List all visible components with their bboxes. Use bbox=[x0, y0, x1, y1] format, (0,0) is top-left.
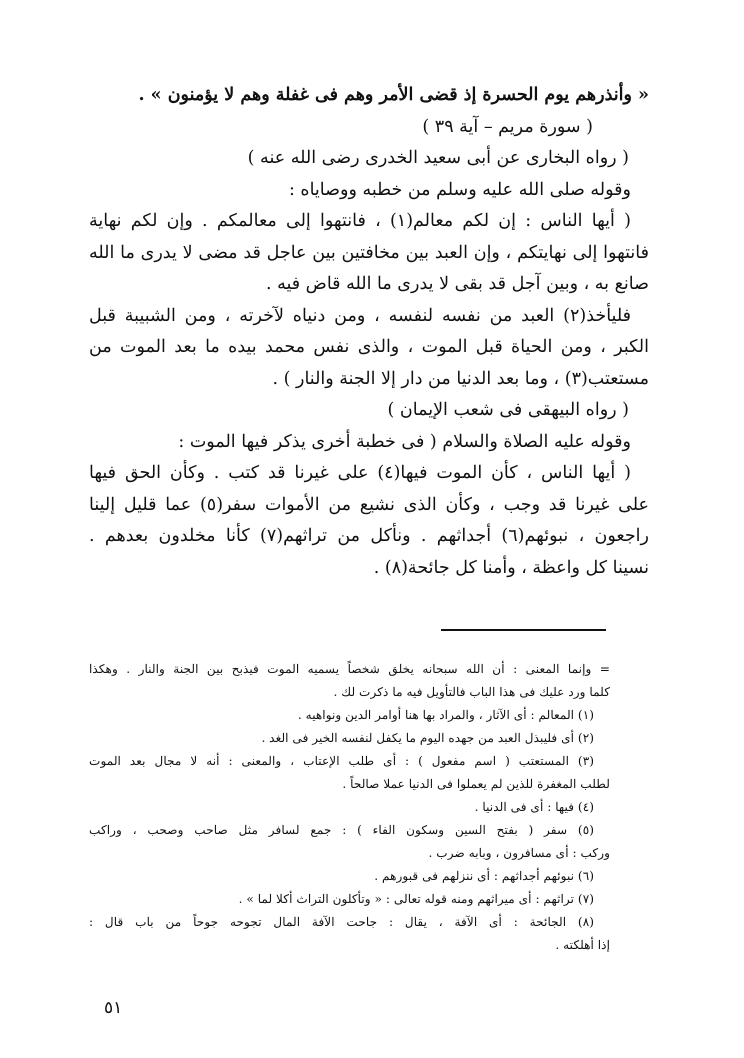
text-line: ( أيها الناس : إن لكم معالم(١) ، فانتهوا إلى معالمكم . وإن لكم نهاية bbox=[89, 211, 631, 231]
footnote-line: (٣) المستعتب ( اسم مفعول ) : أى طلب الإعتاب ، والمعنى : أنه لا مجال بعد الموت bbox=[89, 754, 594, 768]
footnote-line: كلما ورد عليك فى هذا الباب فالتأويل فيه ما ذكرت لك . bbox=[333, 685, 610, 699]
text-line: ( أيها الناس ، كأن الموت فيها(٤) على غيرنا قد كتب . وكأن الحق فيها bbox=[89, 463, 631, 483]
footnote-line: إذا أهلكته . bbox=[555, 938, 610, 952]
text-line: وقوله عليه الصلاة والسلام ( فى خطبة أخرى يذكر فيها الموت : bbox=[178, 431, 631, 452]
footnote-divider bbox=[441, 629, 606, 631]
text-line: فانتهوا إلى نهايتكم ، وإن العبد بين مخافتين بين عاجل قد مضى لا يدرى ما الله bbox=[89, 242, 649, 263]
text-line: نسينا كل واعظة ، وأمنا كل جائحة(٨) . bbox=[373, 557, 649, 578]
footnote-line: (٢) أى فليبذل العبد من جهده اليوم ما يكفل لنفسه الخير فى الغد . bbox=[261, 731, 594, 745]
surah-reference: ( سورة مريم – آية ٣٩ ) bbox=[422, 116, 593, 137]
text-line: فليأخذ(٢) العبد من نفسه لنفسه ، ومن دنياه لآخرته ، ومن الشبيبة قبل bbox=[89, 305, 631, 326]
text-line: الكبر ، ومن الحياة قبل الموت ، والذى نفس محمد بيده ما بعد الموت من bbox=[89, 337, 649, 357]
hadith-source: ( رواه البيهقى فى شعب الإيمان ) bbox=[387, 400, 629, 420]
footnote-line: (٤) فيها : أى فى الدنيا . bbox=[474, 800, 594, 814]
quran-verse-line: « وأنذرهم يوم الحسرة إذ قضى الأمر وهم فى غفلة وهم لا يؤمنون » . bbox=[138, 85, 649, 105]
footnote-line: وركب : أى مسافرون ، وبابه ضرب . bbox=[428, 846, 610, 860]
footnote-line: (٥) سفر ( بفتح السين وسكون الفاء ) : جمع لسافر مثل صاحب وصحب ، وراكب bbox=[89, 823, 594, 837]
page-number: ٥١ bbox=[104, 998, 123, 1018]
text-line: على غيرنا قد وجب ، وكأن الذى نشيع من الأموات سفر(٥) عما قليل إلينا bbox=[89, 494, 649, 515]
text-line: راجعون ، نبوئهم(٦) أجداثهم . ونأكل من تراثهم(٧) كأنا مخلدون بعدهم . bbox=[89, 526, 649, 546]
hadith-source: ( رواه البخارى عن أبى سعيد الخدرى رضى الله عنه ) bbox=[247, 148, 629, 168]
main-text bbox=[89, 80, 649, 584]
footnote-line: لطلب المغفرة للذين لم يعملوا فى الدنيا عملا صالحاً . bbox=[342, 777, 610, 791]
text-line: مستعتب(٣) ، وما بعد الدنيا من دار إلا الجنة والنار ) . bbox=[272, 368, 649, 389]
text-line: وقوله صلى الله عليه وسلم من خطبه ووصاياه : bbox=[288, 179, 631, 200]
footnotes bbox=[89, 658, 610, 957]
footnote-line: = وإنما المعنى : أن الله سبحانه يخلق شخصاً يسميه الموت فيذبح بين الجنة والنار . وهكذا bbox=[89, 662, 610, 676]
text-line: صانع به ، وبين آجل قد بقى لا يدرى ما الله قاض فيه . bbox=[265, 274, 649, 294]
footnote-line: (١) المعالم : أى الآثار ، والمراد بها هنا أوامر الدين ونواهيه . bbox=[297, 708, 594, 722]
footnote-line: (٨) الجائحة : أى الآفة ، يقال : جاحت الآفة المال تجوحه جوحاً من باب قال : bbox=[89, 915, 594, 929]
footnote-line: (٦) نبوئهم أجداثهم : أى ننزلهم فى قبورهم . bbox=[374, 869, 594, 883]
footnote-line: (٧) تراثهم : أى ميراثهم ومنه قوله تعالى : « وتأكلون التراث أكلا لما » . bbox=[238, 892, 594, 906]
